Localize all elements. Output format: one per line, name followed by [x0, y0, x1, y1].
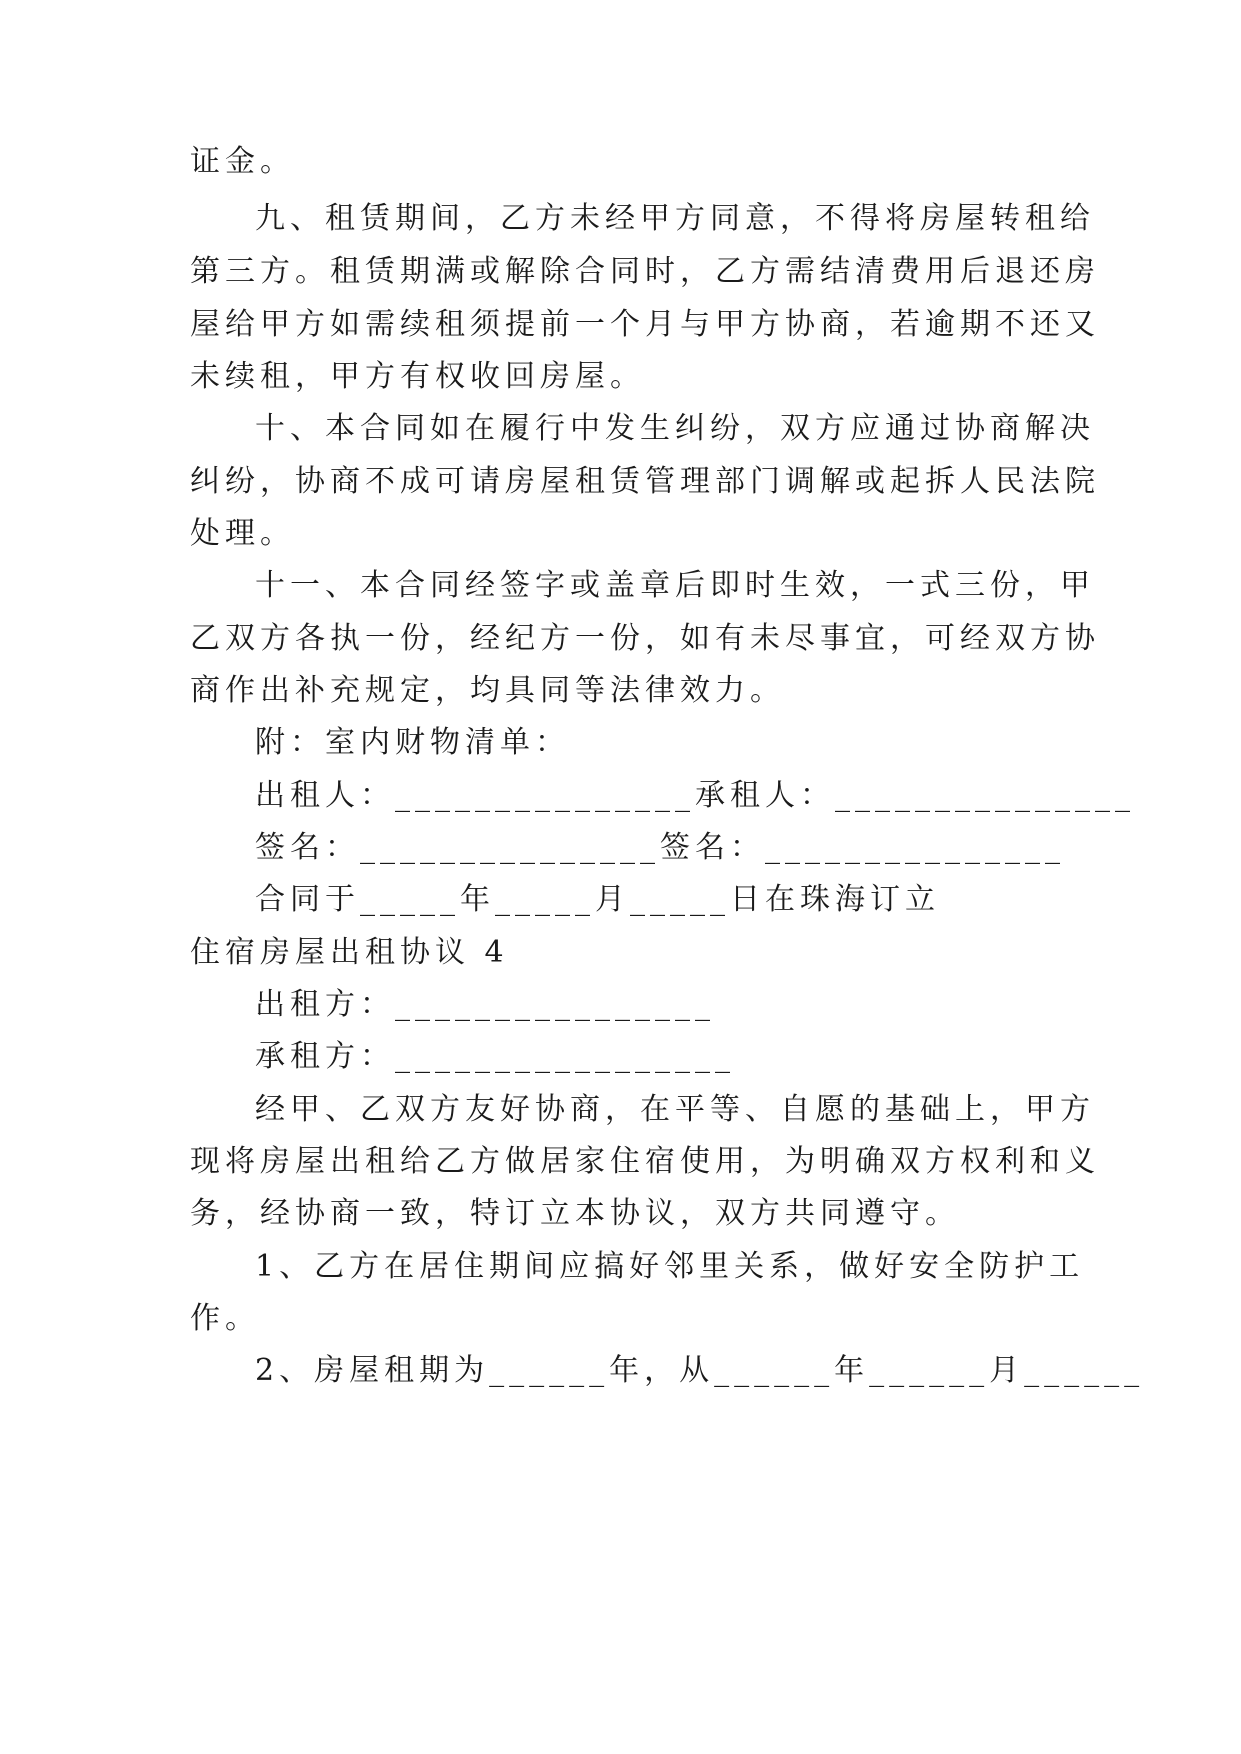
paragraph-9-line-3: 屋给甲方如需续租须提前一个月与甲方协商，若逾期不还又 [190, 307, 1100, 342]
paragraph-9-line-4: 未续租，甲方有权收回房屋。 [190, 359, 645, 394]
lessor-lessee-line: 出租人：_______________承租人：_______________ [255, 778, 1135, 813]
paragraph-10-line-1: 十、本合同如在履行中发生纠纷，双方应通过协商解决 [255, 411, 1095, 446]
paragraph-11-line-2: 乙双方各执一份，经纪方一份，如有未尽事宜，可经双方协 [190, 621, 1100, 656]
paragraph-9-line-2: 第三方。租赁期满或解除合同时，乙方需结清费用后退还房 [190, 254, 1100, 289]
section-title: 住宿房屋出租协议 4 [190, 935, 509, 970]
paragraph-10-line-3: 处理。 [190, 516, 295, 551]
signature-line: 签名：_______________签名：_______________ [255, 830, 1065, 865]
attachment-line: 附：室内财物清单： [255, 725, 570, 760]
lessee-field-line: 承租方：_________________ [255, 1039, 735, 1074]
clause-1-line-2: 作。 [190, 1301, 260, 1336]
clause-2-line-1: 2、房屋租期为______年，从______年______月______ [255, 1353, 1145, 1388]
lessor-field-line: 出租方：________________ [255, 987, 715, 1022]
paragraph-10-line-2: 纠纷，协商不成可请房屋租赁管理部门调解或起拆人民法院 [190, 464, 1100, 499]
intro-line-3: 务，经协商一致，特订立本协议，双方共同遵守。 [190, 1196, 960, 1231]
contract-date-line: 合同于_____年_____月_____日在珠海订立 [255, 882, 940, 917]
text-line: 证金。 [190, 144, 295, 179]
intro-line-2: 现将房屋出租给乙方做居家住宿使用，为明确双方权利和义 [190, 1144, 1100, 1179]
paragraph-9-line-1: 九、租赁期间，乙方未经甲方同意，不得将房屋转租给 [255, 201, 1095, 236]
paragraph-11-line-1: 十一、本合同经签字或盖章后即时生效，一式三份，甲 [255, 568, 1095, 603]
intro-line-1: 经甲、乙双方友好协商，在平等、自愿的基础上，甲方 [255, 1092, 1095, 1127]
paragraph-11-line-3: 商作出补充规定，均具同等法律效力。 [190, 673, 785, 708]
clause-1-line-1: 1、乙方在居住期间应搞好邻里关系，做好安全防护工 [255, 1249, 1085, 1284]
